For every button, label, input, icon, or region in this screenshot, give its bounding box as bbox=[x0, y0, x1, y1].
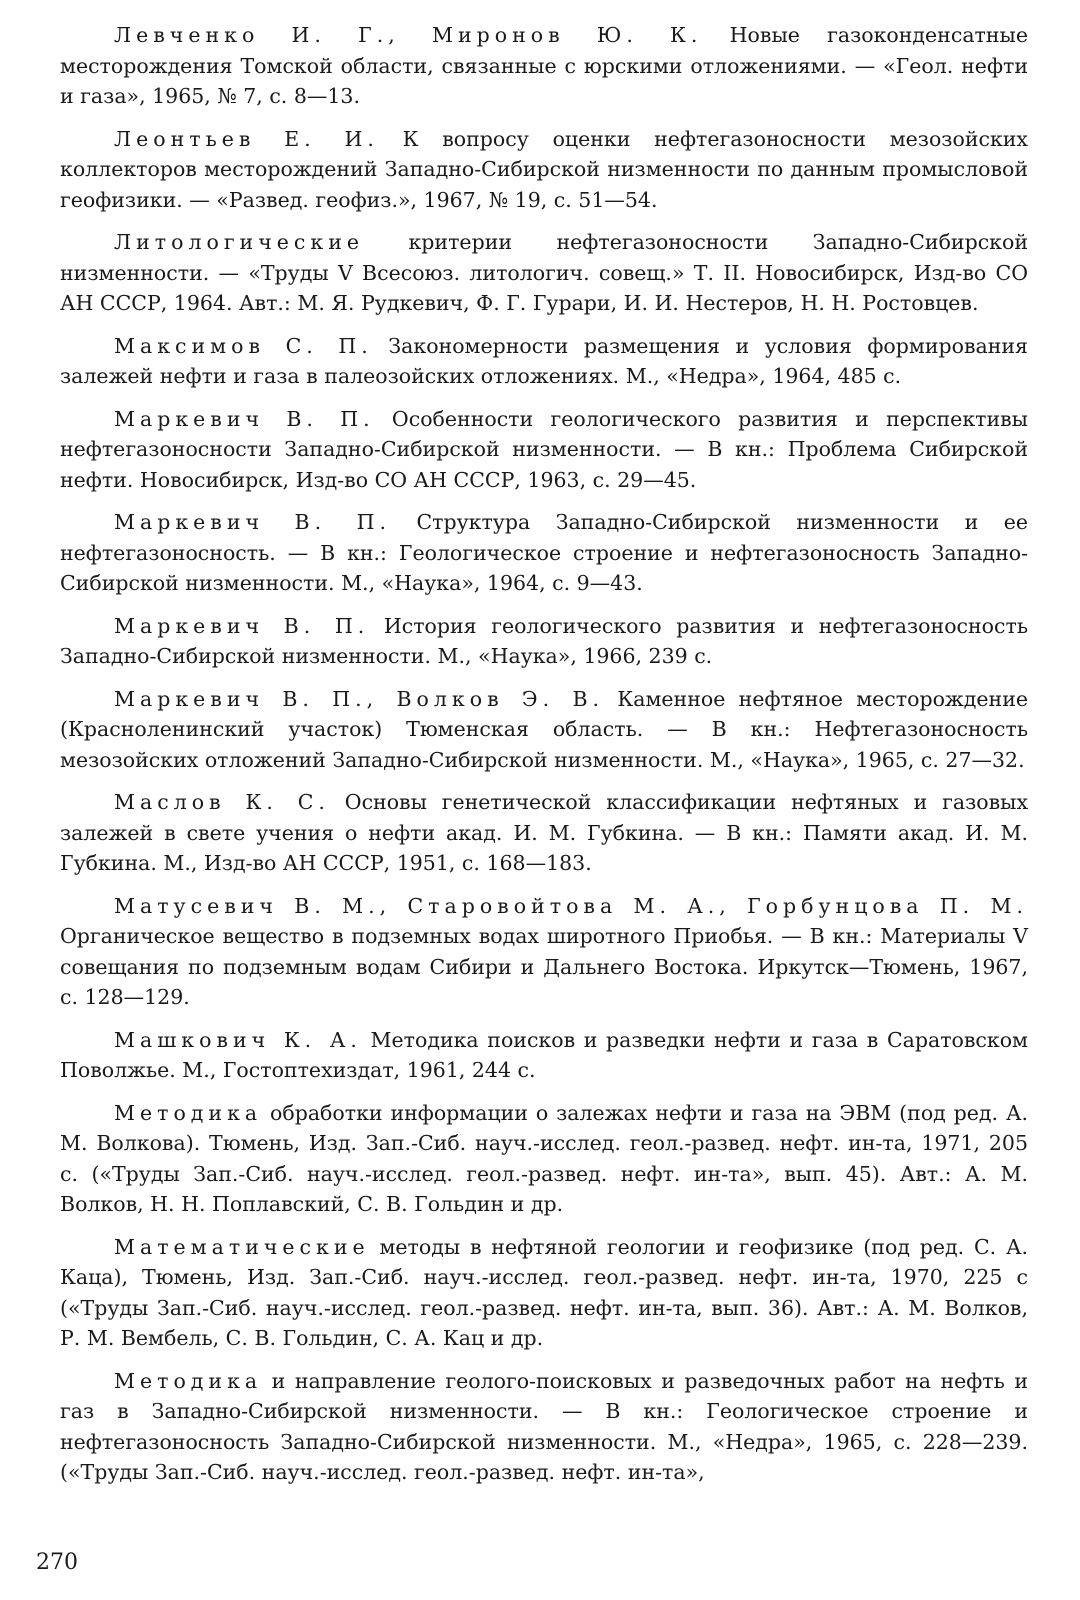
entry-author: Леонтьев Е. И. bbox=[114, 126, 379, 151]
bibliography-entry bbox=[60, 331, 1028, 392]
entry-text: Методика поисков и разведки нефти и газа в Саратовском Поволжье. М., Гостоптехиздат, 1961, 244 с. bbox=[60, 1027, 1029, 1082]
bibliography-entry bbox=[60, 227, 1028, 319]
entry-text: Особенности геологического развития и перспективы нефтегазоносности Западно-Сибирской низменности. — В кн.: Проблема Сибирской нефти. Новосибирск, Изд-во СО АН СССР, 1963, с. 29—45. bbox=[60, 406, 1028, 492]
bibliography-entry bbox=[60, 1232, 1028, 1354]
bibliography-entry bbox=[60, 891, 1028, 1013]
entry-text: Структура Западно-Сибирской низменности и ее нефтегазоносность. — В кн.: Геологическое строение и нефтегазоносность Западно-Сибирской низменности. М., «Наука», 1964, с. 9—43. bbox=[60, 510, 1028, 595]
entry-author: Левченко И. Г., Миронов Ю. К. bbox=[114, 23, 703, 47]
bibliography-page bbox=[60, 20, 1028, 1500]
bibliography-entry bbox=[60, 787, 1028, 879]
entry-author: Литологические bbox=[114, 230, 364, 254]
bibliography-entry bbox=[60, 20, 1028, 112]
entry-author: Маслов К. С. bbox=[114, 790, 330, 814]
page-number: 270 bbox=[36, 1550, 78, 1575]
bibliography-entry bbox=[60, 1366, 1028, 1488]
entry-text: критерии нефтегазоносности Западно-Сибирской низменности. — «Труды V Всесоюз. литологич. совещ.» Т. II. Новосибирск, Изд-во СО АН СССР, 1964. Авт.: М. Я. Рудкевич, Ф. Г. Гурари, И. И. Нестеров, Н. Н. Ростовцев. bbox=[60, 230, 1028, 315]
bibliography-entry bbox=[60, 1025, 1028, 1086]
entry-author: Методика bbox=[114, 1368, 263, 1393]
entry-author: Маркевич В. П. bbox=[114, 510, 391, 534]
entry-text: Новые газоконденсатные месторождения Томской области, связанные с юрскими отложениями. — «Геол. нефти и газа», 1965, № 7, с. 8—13. bbox=[60, 23, 1028, 108]
bibliography-entry bbox=[60, 124, 1028, 216]
entry-text: методы в нефтяной геологии и геофизике (под ред. С. А. Каца), Тюмень, Изд. Зап.-Сиб. науч.-исслед. геол.-развед. нефт. ин-та, 1970, 225 с («Труды Зап.-Сиб. науч.-исслед. геол.-развед. нефт. ин-та, вып. 36). Авт.: А. М. Волков, Р. М. Вембель, С. В. Гольдин, С. А. Кац и др. bbox=[60, 1234, 1028, 1350]
entry-text: Основы генетической классификации нефтяных и газовых залежей в свете учения о нефти акад. И. М. Губкина. — В кн.: Памяти акад. И. М. Губкина. М., Изд-во АН СССР, 1951, с. 168—183. bbox=[60, 790, 1029, 875]
bibliography-entry bbox=[60, 1098, 1028, 1220]
entry-text: Каменное нефтяное месторождение (Красноленинский участок) Тюменская область. — В кн.: Нефтегазоносность мезозойских отложений Западно-Сибирской низменности. М., «Наука», 1965, с. 27—32. bbox=[60, 686, 1028, 772]
entry-text: обработки информации о залежах нефти и газа на ЭВМ (под ред. А. М. Волкова). Тюмень, Изд. Зап.-Сиб. науч.-исслед. геол.-развед. нефт. ин-та, 1971, 205 с. («Труды Зап.-Сиб. науч.-исслед. геол.-развед. нефт. ин-та», вып. 45). Авт.: А. М. Волков, Н. Н. Поплавский, С. В. Гольдин и др. bbox=[60, 1100, 1028, 1216]
entry-author: Максимов С. П. bbox=[114, 333, 373, 358]
entry-text: История геологического развития и нефтегазоносность Западно-Сибирской низменности. М., «Наука», 1966, 239 с. bbox=[60, 613, 1029, 668]
bibliography-entry bbox=[60, 611, 1028, 672]
entry-text: К вопросу оценки нефтегазоносности мезозойских коллекторов месторождений Западно-Сибирской низменности по данным промысловой геофизики. — «Развед. геофиз.», 1967, № 19, с. 51—54. bbox=[60, 126, 1028, 212]
entry-author: Маркевич В. П., Волков Э. В. bbox=[114, 686, 605, 711]
entry-text: Органическое вещество в подземных водах широтного Приобья. — В кн.: Материалы V совещания по подземным водам Сибири и Дальнего Востока. Иркутск—Тюмень, 1967, с. 128—129. bbox=[60, 924, 1028, 1009]
entry-author: Методика bbox=[114, 1100, 263, 1125]
entry-author: Маркевич В. П. bbox=[114, 406, 375, 431]
entry-author: Математические bbox=[114, 1234, 370, 1259]
bibliography-entry bbox=[60, 404, 1028, 496]
entry-text: и направление геолого-поисковых и разведочных работ на нефть и газ в Западно-Сибирской низменности. — В кн.: Геологическое строение и нефтегазоносность Западно-Сибирской низменности. М., «Недра», 1965, с. 228—239. («Труды Зап.-Сиб. науч.-исслед. геол.-развед. нефт. ин-та», bbox=[60, 1368, 1028, 1484]
entry-author: Маркевич В. П. bbox=[114, 613, 370, 638]
entry-author: Матусевич В. М., Старовойтова М. А., Горбунцова П. М. bbox=[114, 893, 1028, 918]
entry-text: Закономерности размещения и условия формирования залежей нефти и газа в палеозойских отложениях. М., «Недра», 1964, 485 с. bbox=[60, 333, 1028, 388]
bibliography-entry bbox=[60, 507, 1028, 599]
entry-author: Машкович К. А. bbox=[114, 1027, 362, 1052]
bibliography-entry bbox=[60, 684, 1028, 776]
